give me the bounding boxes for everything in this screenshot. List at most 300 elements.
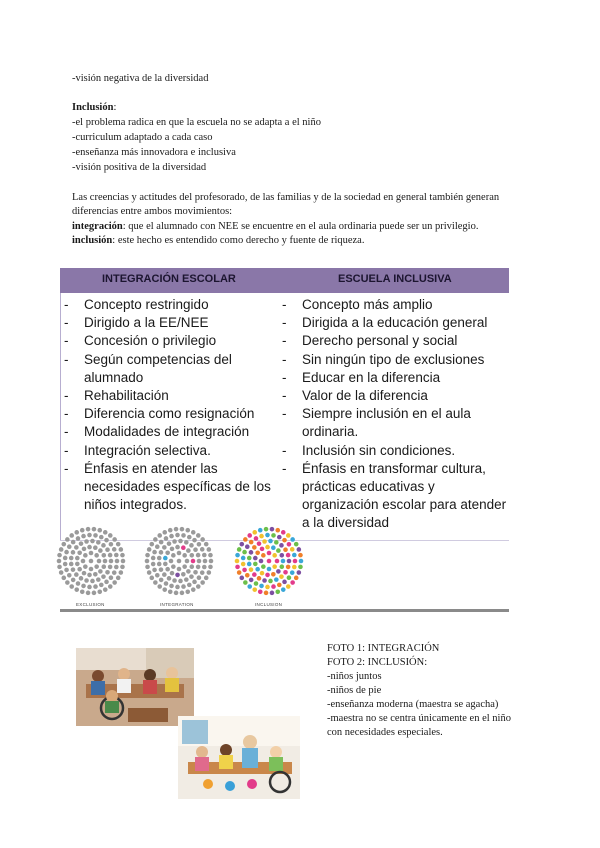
diagram-dot <box>84 539 89 544</box>
diagram-dot <box>80 528 85 533</box>
diagram-dot <box>84 578 89 583</box>
diagram-dot <box>237 570 242 575</box>
diagram-dot <box>252 545 257 550</box>
diagram-dot <box>159 578 164 583</box>
diagram-dot <box>181 545 186 550</box>
item-text: Énfasis en transformar cultura, prácticas educativas y organización escolar para atender a la diversidad <box>302 460 507 531</box>
diagram-dot <box>261 553 266 558</box>
diagram-dot <box>157 556 162 561</box>
diagram-dot <box>164 581 169 586</box>
diagram-dot <box>93 572 98 577</box>
diagram-dot <box>181 533 186 538</box>
diagram-dot <box>294 542 299 547</box>
caption-item: -maestra no se centra únicamente en el niño <box>327 713 511 724</box>
diagram-dot <box>155 573 160 578</box>
dash: - <box>282 388 287 404</box>
inclusiva-item <box>282 442 507 460</box>
diagram-dot <box>268 579 273 584</box>
diagram-dot <box>279 574 284 579</box>
diagram-dot <box>265 533 270 538</box>
diagram-dot <box>286 533 291 538</box>
diagram-dot <box>79 541 84 546</box>
diagram-dot <box>80 589 85 594</box>
diagram-dot <box>64 568 69 573</box>
diagram-dot <box>252 572 257 577</box>
diagram-dot <box>290 570 295 575</box>
diagram-dot <box>271 584 276 589</box>
diagram-dot <box>283 570 288 575</box>
diagram-dot <box>171 553 176 558</box>
diagram-dot <box>101 574 106 579</box>
diagram-dot <box>96 577 101 582</box>
diagram-dot <box>271 533 276 538</box>
diagram-dot <box>74 545 79 550</box>
diagram-dot <box>181 572 186 577</box>
integracion-item <box>64 442 284 460</box>
diagram-dot <box>103 530 108 535</box>
diagram-dot <box>245 573 250 578</box>
diagram-dot <box>112 537 117 542</box>
diagram-dot <box>207 570 212 575</box>
diagram-dot <box>59 570 64 575</box>
photo-integracion <box>76 648 194 726</box>
diagram-dot <box>259 534 264 539</box>
dash: - <box>282 333 287 349</box>
inclusion-item-1: -el problema radica en que la escuela no se adapta a el niño <box>72 117 321 128</box>
item-text: Énfasis en atender las necesidades específicas de los niños integrados. <box>84 460 271 513</box>
diagram-dot <box>189 574 194 579</box>
diagram-dot <box>197 559 202 564</box>
diagram-dot <box>171 564 176 569</box>
item-text: Sin ningún tipo de exclusiones <box>302 351 485 367</box>
integracion-item <box>64 460 284 515</box>
diagram-dot <box>152 568 157 573</box>
diagram-dot <box>175 585 180 590</box>
diagram-dot <box>259 559 264 564</box>
diagram-dot <box>292 565 297 570</box>
diagram-dot <box>247 562 252 567</box>
diagram-dot <box>268 539 273 544</box>
diagram-dot <box>61 542 66 547</box>
diagram-dot <box>77 567 82 572</box>
diagram-dot <box>294 576 299 581</box>
integracion-item <box>64 314 284 332</box>
diagram-dot <box>112 547 117 552</box>
diagram-dot <box>204 542 209 547</box>
diagram-dot <box>254 581 259 586</box>
diagram-dot <box>89 551 94 556</box>
integracion-text: : que el alumnado con NEE se encuentre en el aula ordinaria puede ser un privilegio. <box>122 221 479 232</box>
diagram-dot <box>259 584 264 589</box>
caption-item: -niños juntos <box>327 671 382 682</box>
diagram-dot <box>200 547 205 552</box>
integracion-item <box>64 296 284 314</box>
diagram-dot <box>275 589 280 594</box>
diagram-dot <box>196 584 201 589</box>
table-left-border <box>60 293 61 541</box>
diagram-dot <box>286 584 291 589</box>
diagram-dot <box>119 547 124 552</box>
diagram-dot <box>87 585 92 590</box>
paragraph-integracion <box>72 220 478 234</box>
diagram-dot <box>108 565 113 570</box>
item-text: Modalidades de integración <box>84 424 250 440</box>
diagram-dot <box>69 584 74 589</box>
diagram-dot <box>90 579 95 584</box>
diagram-dot <box>92 527 97 532</box>
diagram-dot <box>75 562 80 567</box>
diagram-dot <box>290 547 295 552</box>
diagram-dot <box>200 570 205 575</box>
diagram-dot <box>189 553 194 558</box>
diagram-dot <box>74 530 79 535</box>
diagram-dot <box>163 562 168 567</box>
inclusiva-column <box>282 296 507 533</box>
diagram-dot <box>282 538 287 543</box>
diagram-dot <box>83 553 88 558</box>
diagram-dot <box>174 591 179 596</box>
caption-item: con necesidades especiales. <box>327 727 443 738</box>
diagram-dot <box>98 548 103 553</box>
diagram-dot <box>67 544 72 549</box>
integration-label: INTEGRATION <box>160 602 194 607</box>
diagram-dot <box>169 534 174 539</box>
diagram-dot <box>67 573 72 578</box>
diagram-dot <box>200 580 205 585</box>
diagram-dot <box>151 556 156 561</box>
inclusion-heading: Inclusión <box>72 102 114 113</box>
diagram-dot <box>286 565 291 570</box>
diagram-dot <box>105 547 110 552</box>
diagram-dot <box>86 591 91 596</box>
diagram-dot <box>262 539 267 544</box>
item-text: Diferencia como resignación <box>84 406 255 422</box>
item-text: Concepto restringido <box>84 297 209 312</box>
diagram-dot <box>145 553 150 558</box>
diagram-dot <box>71 540 76 545</box>
diagram-dot <box>265 585 270 590</box>
inclusion-text: : este hecho es entendido como derecho y fuente de riqueza. <box>112 235 365 246</box>
diagram-dot <box>93 533 98 538</box>
diagram-dot <box>177 559 182 564</box>
inclusion-heading-line <box>72 101 116 115</box>
diagram-dot <box>103 587 108 592</box>
diagram-dot <box>108 553 113 558</box>
inclusion-diagram <box>230 522 308 600</box>
diagram-dot <box>98 569 103 574</box>
diagram-dot <box>247 584 252 589</box>
diagram-dot <box>290 580 295 585</box>
diagram-dot <box>99 583 104 588</box>
diagram-dot <box>258 528 263 533</box>
diagram-dot <box>265 573 270 578</box>
diagram-dot <box>293 559 298 564</box>
diagram-dot <box>175 545 180 550</box>
diagram-dot <box>69 533 74 538</box>
diagram-dot <box>275 528 280 533</box>
diagram-dot <box>79 576 84 581</box>
diagram-dot <box>94 553 99 558</box>
diagram-dot <box>163 556 168 561</box>
dash: - <box>282 315 287 331</box>
diagram-dot <box>191 559 196 564</box>
diagram-dot <box>167 541 172 546</box>
diagram-dot <box>287 559 292 564</box>
diagram-dot <box>108 533 113 538</box>
diagram-dot <box>186 548 191 553</box>
diagram-dot <box>97 559 102 564</box>
inclusion-item-4: -visión positiva de la diversidad <box>72 162 207 173</box>
diagram-dot <box>93 584 98 589</box>
inclusiva-item <box>282 405 507 441</box>
diagram-dot <box>96 540 101 545</box>
inclusiva-item <box>282 460 507 533</box>
diagram-dot <box>239 542 244 547</box>
diagram-dot <box>204 576 209 581</box>
item-text: Valor de la diferencia <box>302 388 428 404</box>
diagram-dot <box>276 569 281 574</box>
diagram-dot <box>112 580 117 585</box>
diagram-dot <box>264 527 269 532</box>
item-text: Dirigido a la EE/NEE <box>84 315 209 331</box>
diagram-dot <box>63 556 68 561</box>
diagram-dot <box>162 530 167 535</box>
diagram-dot <box>271 545 276 550</box>
diagram-dot <box>241 556 246 561</box>
diagram-dot <box>249 550 254 555</box>
diagram-dot <box>208 565 213 570</box>
diagram-dot <box>147 547 152 552</box>
diagram-dot <box>182 553 187 558</box>
diagram-dot <box>157 584 162 589</box>
diagram-dot <box>181 584 186 589</box>
diagram-dot <box>178 579 183 584</box>
diagram-dot <box>253 556 258 561</box>
diagram-dot <box>277 583 282 588</box>
diagram-dot <box>191 530 196 535</box>
diagram-dot <box>81 559 86 564</box>
header-integracion-escolar: INTEGRACIÓN ESCOLAR <box>102 273 236 285</box>
diagram-dot <box>257 541 262 546</box>
diagram-dot <box>257 576 262 581</box>
diagram-dot <box>252 530 257 535</box>
paragraph-inclusion <box>72 234 364 248</box>
diagram-dot <box>208 553 213 558</box>
inclusion-label: INCLUSION <box>255 602 283 607</box>
diagram-dot <box>286 553 291 558</box>
caption-item: -enseñanza moderna (maestra se agacha) <box>327 699 499 710</box>
diagram-dot <box>272 553 277 558</box>
diagram-dot <box>243 537 248 542</box>
diagram-dot <box>121 559 126 564</box>
inclusiva-item <box>282 369 507 387</box>
diagram-dot <box>247 556 252 561</box>
diagram-dot <box>207 547 212 552</box>
diagram-dot <box>185 589 190 594</box>
diagram-dot <box>87 545 92 550</box>
inclusion-term: inclusión <box>72 235 113 246</box>
diagram-dot <box>92 591 97 596</box>
diagram-dot <box>182 564 187 569</box>
table-header <box>60 268 509 293</box>
diagram-dot <box>165 567 170 572</box>
diagram-dot <box>77 550 82 555</box>
diagram-dot <box>197 542 202 547</box>
diagram-dot <box>101 564 106 569</box>
diagram-dot <box>164 536 169 541</box>
dash: - <box>282 297 287 312</box>
diagram-dot <box>104 580 109 585</box>
integracion-item <box>64 423 284 441</box>
diagram-dot <box>249 578 254 583</box>
diagram-dot <box>275 559 280 564</box>
inclusion-item-3: -enseñanza más innovadora e inclusiva <box>72 147 236 158</box>
diagram-dot <box>103 559 108 564</box>
diagram-dot <box>175 533 180 538</box>
diagram-dot <box>149 542 154 547</box>
integracion-item <box>64 405 284 423</box>
diagram-dot <box>155 544 160 549</box>
diagram-dot <box>149 576 154 581</box>
diagram-dot <box>157 533 162 538</box>
diagram-dot <box>159 567 164 572</box>
dash: - <box>64 460 69 476</box>
diagram-dot <box>83 564 88 569</box>
diagram-dot <box>196 553 201 558</box>
item-text: Inclusión sin condiciones. <box>302 442 456 458</box>
diagram-dot <box>120 553 125 558</box>
diagram-dot <box>242 568 247 573</box>
diagram-dot <box>162 587 167 592</box>
diagram-dot <box>187 583 192 588</box>
diagram-dot <box>196 565 201 570</box>
diagram-dot <box>247 533 252 538</box>
diagram-dot <box>196 533 201 538</box>
diagram-dot <box>59 547 64 552</box>
diagram-dot <box>279 543 284 548</box>
diagram-dot <box>264 591 269 596</box>
inclusiva-item <box>282 314 507 332</box>
diagram-dot <box>109 559 114 564</box>
item-text: Rehabilitación <box>84 388 169 404</box>
diagram-dot <box>157 562 162 567</box>
diagram-dot <box>115 559 120 564</box>
dash: - <box>282 369 287 385</box>
photo-inclusion <box>178 716 300 799</box>
diagram-dot <box>255 567 260 572</box>
diagram-dot <box>151 562 156 567</box>
diagram-dot <box>71 578 76 583</box>
diagram-dot <box>65 580 70 585</box>
diagram-dot <box>114 565 119 570</box>
diagram-dot <box>172 578 177 583</box>
diagram-dot <box>270 527 275 532</box>
diagram-dot <box>203 559 208 564</box>
diagram-dot <box>267 567 272 572</box>
diagram-dot <box>274 577 279 582</box>
item-text: Derecho personal y social <box>302 333 458 349</box>
diagram-dot <box>249 567 254 572</box>
diagram-dot <box>243 580 248 585</box>
diagram-dot <box>298 553 303 558</box>
diagram-dot <box>119 570 124 575</box>
diagram-dot <box>170 571 175 576</box>
integracion-item <box>64 387 284 405</box>
diagram-dot <box>74 587 79 592</box>
exclusion-diagram <box>52 522 130 600</box>
diagram-dot <box>74 572 79 577</box>
integration-diagram <box>140 522 218 600</box>
paragraph-line-1: Las creencias y actitudes del profesorado, de las familias y de la sociedad en general también generan <box>72 192 500 203</box>
diagram-dot <box>177 567 182 572</box>
diagram-dot <box>235 565 240 570</box>
diagram-dot <box>76 536 81 541</box>
diagram-dot <box>258 589 263 594</box>
diagram-dot <box>145 559 150 564</box>
diagram-dot <box>89 567 94 572</box>
integracion-term: integración <box>72 221 123 232</box>
diagram-dot <box>245 544 250 549</box>
diagram-dot <box>177 551 182 556</box>
item-text: Educar en la diferencia <box>302 369 441 385</box>
diagram-dot <box>71 550 76 555</box>
diagram-dot <box>175 573 180 578</box>
diagram-dot <box>277 535 282 540</box>
diagram-dot <box>109 575 114 580</box>
diagram-dot <box>287 575 292 580</box>
dash: - <box>64 388 69 404</box>
diagram-dot <box>281 587 286 592</box>
inclusiva-item <box>282 296 507 314</box>
diagram-dot <box>90 539 95 544</box>
diagram-dot <box>168 589 173 594</box>
diagram-dot <box>69 556 74 561</box>
diagram-dot <box>271 572 276 577</box>
diagram-dot <box>180 527 185 532</box>
item-text: Según competencias del alumnado <box>84 351 232 385</box>
diagram-dot <box>116 576 121 581</box>
diagram-dot <box>187 535 192 540</box>
diagram-dot <box>63 562 68 567</box>
dash: - <box>64 315 69 331</box>
caption-foto-2: FOTO 2: INCLUSIÓN: <box>327 657 428 668</box>
diagram-dot <box>254 536 259 541</box>
diagram-dot <box>76 581 81 586</box>
diagram-dot <box>89 559 94 564</box>
diagram-dot <box>75 556 80 561</box>
header-escuela-inclusiva: ESCUELA INCLUSIVA <box>338 273 452 285</box>
table-bottom-rule <box>60 609 509 612</box>
diagram-dot <box>279 553 284 558</box>
diagram-dot <box>65 537 70 542</box>
intro-line: -visión negativa de la diversidad <box>72 73 209 84</box>
diagram-dot <box>297 547 302 552</box>
diagram-dot <box>184 577 189 582</box>
diagram-dot <box>185 528 190 533</box>
diagram-dot <box>193 570 198 575</box>
diagram-dot <box>290 537 295 542</box>
diagram-dot <box>255 550 260 555</box>
integracion-column <box>64 296 284 514</box>
diagram-dot <box>71 567 76 572</box>
caption-item: -niños de pie <box>327 685 382 696</box>
diagram-dot <box>159 540 164 545</box>
diagram-dot <box>252 587 257 592</box>
diagram-dot <box>260 571 265 576</box>
diagram-dot <box>282 580 287 585</box>
item-text: Concesión o privilegio <box>84 333 217 349</box>
diagram-dot <box>241 562 246 567</box>
